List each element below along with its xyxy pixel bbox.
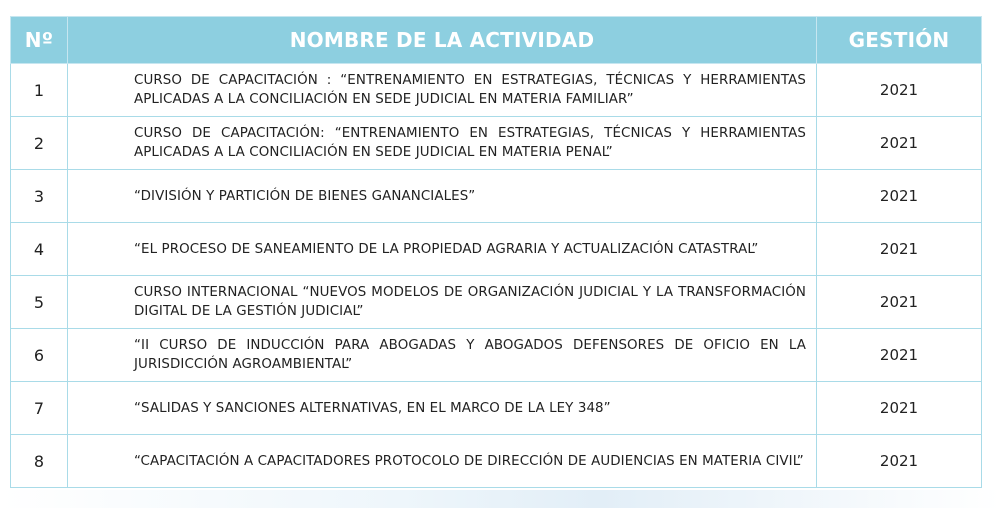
table-row <box>11 382 982 435</box>
activity-year: 2021 <box>817 223 982 276</box>
activity-year: 2021 <box>817 382 982 435</box>
activity-year: 2021 <box>817 170 982 223</box>
header-year: GESTIÓN <box>817 17 982 64</box>
table-row <box>11 117 982 170</box>
activity-year: 2021 <box>817 117 982 170</box>
row-number: 3 <box>11 170 68 223</box>
activities-table <box>10 16 982 488</box>
activity-year: 2021 <box>817 64 982 117</box>
activity-year: 2021 <box>817 435 982 488</box>
row-number: 2 <box>11 117 68 170</box>
activity-name: CURSO DE CAPACITACIÓN: “ENTRENAMIENTO EN ESTRATEGIAS, TÉCNICAS Y HERRAMIENTAS APLICADAS A LA CONCILIACIÓN EN SEDE JUDICIAL EN MATERIA PENAL” <box>68 117 817 170</box>
activity-name: CURSO DE CAPACITACIÓN : “ENTRENAMIENTO EN ESTRATEGIAS, TÉCNICAS Y HERRAMIENTAS APLICADAS A LA CONCILIACIÓN EN SEDE JUDICIAL EN MATERIA FAMILIAR” <box>68 64 817 117</box>
table-row <box>11 170 982 223</box>
table-header-row <box>11 17 982 64</box>
activity-year: 2021 <box>817 329 982 382</box>
header-activity-name: NOMBRE DE LA ACTIVIDAD <box>68 17 817 64</box>
row-number: 1 <box>11 64 68 117</box>
row-number: 7 <box>11 382 68 435</box>
activity-name: “EL PROCESO DE SANEAMIENTO DE LA PROPIEDAD AGRARIA Y ACTUALIZACIÓN CATASTRAL” <box>68 223 817 276</box>
activity-year: 2021 <box>817 276 982 329</box>
table-row <box>11 329 982 382</box>
row-number: 6 <box>11 329 68 382</box>
table-row <box>11 223 982 276</box>
activity-name: “DIVISIÓN Y PARTICIÓN DE BIENES GANANCIALES” <box>68 170 817 223</box>
activity-name: “II CURSO DE INDUCCIÓN PARA ABOGADAS Y ABOGADOS DEFENSORES DE OFICIO EN LA JURISDICCIÓN AGROAMBIENTAL” <box>68 329 817 382</box>
row-number: 5 <box>11 276 68 329</box>
row-number: 8 <box>11 435 68 488</box>
table-row <box>11 435 982 488</box>
header-number: Nº <box>11 17 68 64</box>
table-row <box>11 64 982 117</box>
row-number: 4 <box>11 223 68 276</box>
activity-name: “CAPACITACIÓN A CAPACITADORES PROTOCOLO DE DIRECCIÓN DE AUDIENCIAS EN MATERIA CIVIL” <box>68 435 817 488</box>
background-wash <box>0 490 1000 508</box>
table-row <box>11 276 982 329</box>
activity-name: CURSO INTERNACIONAL “NUEVOS MODELOS DE ORGANIZACIÓN JUDICIAL Y LA TRANSFORMACIÓN DIGITAL DE LA GESTIÓN JUDICIAL” <box>68 276 817 329</box>
activity-name: “SALIDAS Y SANCIONES ALTERNATIVAS, EN EL MARCO DE LA LEY 348” <box>68 382 817 435</box>
